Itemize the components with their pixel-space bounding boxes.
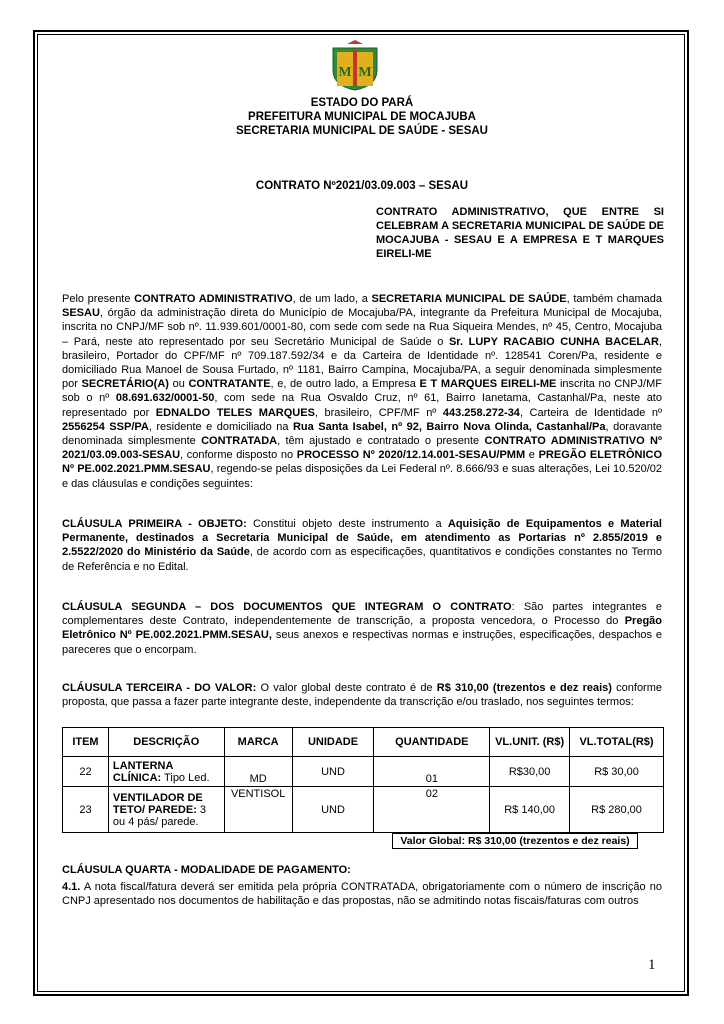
table-row bbox=[63, 787, 664, 833]
items-table bbox=[62, 727, 664, 833]
clause-second: CLÁUSULA SEGUNDA – DOS DOCUMENTOS QUE INTEGRAM O CONTRATO: São partes integrantes e complementares deste Contrato, independentemente de transcrição, a proposta vencedora, o Processo do Pregão Eletrônico Nº PE.002.2021.PMM.SESAU, seus anexos e respectivas normas e instruções, especificações, despachos e pareceres que o encorpam. bbox=[62, 601, 663, 656]
cell-unit-price: R$30,00 bbox=[490, 757, 570, 787]
clause-first: CLÁUSULA PRIMEIRA - OBJETO: Constitui objeto deste instrumento a Aquisição de Equipamentos e Material Permanente, destinados a Secretaria Municipal de Saúde, em atendimento as Portarias nº 2.855/2019 e 2.5522/2020 do Ministério da Saúde, de acordo com as especificações, quantitativos e condições constantes no Termo de Referência e no Edital. bbox=[62, 518, 663, 573]
header-total-price: VL.TOTAL(R$) bbox=[570, 728, 664, 757]
header-prefecture: PREFEITURA MUNICIPAL DE MOCAJUBA bbox=[248, 111, 476, 123]
intro-paragraph: Pelo presente CONTRATO ADMINISTRATIVO, de um lado, a SECRETARIA MUNICIPAL DE SAÚDE, também chamada SESAU, órgão da administração direta do Município de Mocajuba/PA, integrante da Prefeitura Municipal de Mocajuba, inscrita no CNPJ/MF sob nº. 11.939.601/0001-80, com sede com sede na Rua Siqueira Mendes, nº 45, Centro, Mocajuba – Pará, neste ato representado por seu Secretário Municipal de Saúde o Sr. LUPY RACABIO CUNHA BACELAR, brasileiro, Portador do CPF/MF nº 709.187.592/34 e da Carteira de Identidade nº. 128541 Coren/Pa, residente e domiciliado Rua Manoel de Sousa Furtado, nº 1181, Bairro Campina, Mocajuba/PA, a seguir denominada simplesmente por SECRETÁRIO(A) ou CONTRATANTE, e, de outro lado, a Empresa E T MARQUES EIRELI-ME inscrita no CNPJ/MF sob o nº 08.691.632/0001-50, com sede na Rua Osvaldo Cruz, nº 61, Bairro Ianetama, Castanhal/Pa, neste ato representado por EDNALDO TELES MARQUES, brasileiro, CPF/MF nº 443.258.272-34, Carteira de Identidade nº 2556254 SSP/PA, residente e domiciliado na Rua Santa Isabel, nº 92, Bairro Nova Olinda, Castanhal/Pa, doravante denominada simplesmente CONTRATADA, têm ajustado e contratado o presente CONTRATO ADMINISTRATIVO Nº 2021/03.09.003-SESAU, conforme disposto no PROCESSO Nº 2020/12.14.001-SESAU/PMM e PREGÃO ELETRÔNICO Nº PE.002.2021.PMM.SESAU, regendo-se pelas disposições da Lei Federal nº. 8.666/93 e suas alterações, Lei 10.520/02 e das cláusulas e condições seguintes: bbox=[62, 293, 663, 490]
cell-item: 22 bbox=[63, 757, 109, 787]
svg-text:M: M bbox=[338, 65, 352, 80]
clause-first-title: CLÁUSULA PRIMEIRA - OBJETO: bbox=[62, 518, 247, 530]
document-header bbox=[60, 96, 664, 138]
clause-third: CLÁUSULA TERCEIRA - DO VALOR: O valor global deste contrato é de R$ 310,00 (trezentos e dez reais) conforme proposta, que passa a fazer parte integrante deste, independente da transcrição e/ou traslado, nos seguintes termos: bbox=[62, 682, 663, 709]
cell-unit: UND bbox=[292, 787, 374, 833]
cell-quantity: 02 bbox=[374, 787, 490, 833]
header-unit: UNIDADE bbox=[292, 728, 374, 757]
cell-quantity: 01 bbox=[374, 757, 490, 787]
page-number: 1 bbox=[648, 957, 656, 973]
cell-unit: UND bbox=[292, 757, 374, 787]
global-total: Valor Global: R$ 310,00 (trezentos e dez reais) bbox=[392, 833, 638, 849]
clause-fourth-text: 4.1. A nota fiscal/fatura deverá ser emitida pela própria CONTRATADA, obrigatoriamente com o número de inscrição no CNPJ apresentado nos documentos de habilitação e das propostas, não se admitindo notas fiscais/faturas com outros bbox=[62, 881, 662, 908]
table-header-row bbox=[63, 728, 664, 757]
contract-summary: CONTRATO ADMINISTRATIVO, QUE ENTRE SI CELEBRAM A SECRETARIA MUNICIPAL DE SAÚDE DE MOCAJUBA - SESAU E A EMPRESA E T MARQUES EIRELI-ME bbox=[376, 206, 664, 260]
cell-description: LANTERNA CLÍNICA: Tipo Led. bbox=[108, 757, 224, 787]
clause-second-title: CLÁUSULA SEGUNDA – DOS DOCUMENTOS QUE INTEGRAM O CONTRATO bbox=[62, 601, 512, 613]
clause-fourth-title: CLÁUSULA QUARTA - MODALIDADE DE PAGAMENTO: bbox=[62, 864, 351, 876]
header-quantity: QUANTIDADE bbox=[374, 728, 490, 757]
cell-unit-price: R$ 140,00 bbox=[490, 787, 570, 833]
cell-total-price: R$ 30,00 bbox=[570, 757, 664, 787]
header-item: ITEM bbox=[63, 728, 109, 757]
cell-item: 23 bbox=[63, 787, 109, 833]
header-brand: MARCA bbox=[224, 728, 292, 757]
header-secretariat: SECRETARIA MUNICIPAL DE SAÚDE - SESAU bbox=[236, 125, 488, 137]
header-description: DESCRIÇÃO bbox=[108, 728, 224, 757]
contract-number: CONTRATO Nº2021/03.09.003 – SESAU bbox=[255, 180, 469, 192]
clause-third-title: CLÁUSULA TERCEIRA - DO VALOR: bbox=[62, 682, 257, 694]
cell-brand: MD bbox=[224, 757, 292, 787]
cell-brand: VENTISOL bbox=[224, 787, 292, 833]
svg-text:M: M bbox=[358, 65, 372, 80]
table-row bbox=[63, 757, 664, 787]
header-unit-price: VL.UNIT. (R$) bbox=[490, 728, 570, 757]
cell-description: VENTILADOR DE TETO/ PAREDE: 3 ou 4 pás/ parede. bbox=[108, 787, 224, 833]
cell-total-price: R$ 280,00 bbox=[570, 787, 664, 833]
header-state: ESTADO DO PARÁ bbox=[310, 97, 414, 109]
municipal-emblem-icon bbox=[329, 40, 381, 92]
